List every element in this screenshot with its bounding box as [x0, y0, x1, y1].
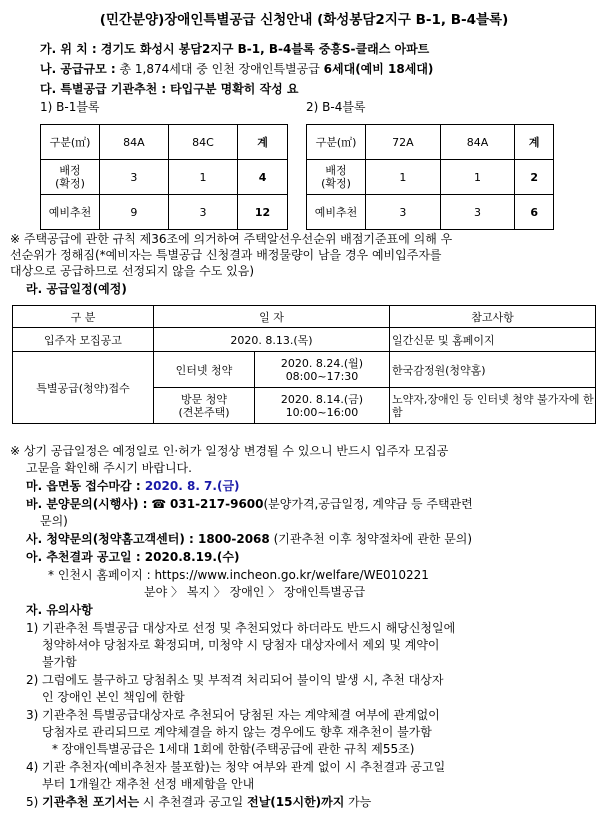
table-cell: 3 — [168, 195, 237, 230]
schedule-header-date: 일 자 — [154, 306, 390, 328]
notice-4-line1: 4) 기관 추천자(예비추천자 불포함)는 청약 여부와 관계 없이 시 추천결과 공고일 — [26, 760, 446, 774]
na-value-bold: 6세대(예비 18세대) — [323, 62, 434, 76]
time-line: 10:00~16:00 — [285, 405, 359, 419]
table-b4 — [306, 124, 554, 230]
table-header-cell: 구분(㎡) — [307, 125, 366, 160]
ma-label: 마. 읍면동 접수마감 : — [26, 479, 141, 493]
note1-line1: ※ 주택공급에 관한 규칙 제36조에 의거하여 주택알선우선순위 배점기준표에 의해 우 — [10, 232, 453, 246]
schedule-row-name: 입주자 모집공고 — [13, 328, 154, 352]
schedule-header-category: 구 분 — [13, 306, 154, 328]
note2-line2: 고문을 확인해 주시기 바랍니다. — [26, 461, 192, 475]
na-label: 나. 공급규모 : — [40, 62, 116, 76]
table-cell: 3 — [366, 195, 441, 230]
notice-3-line2: 당첨자로 관리되므로 계약체결을 하지 않는 경우에도 향후 재추천이 불가함 — [42, 725, 432, 739]
schedule-date-internet — [255, 352, 390, 388]
table-row-label: 예비추천 — [41, 195, 100, 230]
notice-5-num: 5) — [26, 795, 39, 809]
section-ba — [26, 497, 473, 512]
ma-value: 2020. 8. 7.(금) — [144, 479, 240, 493]
ba-rest: (분양가격,공급일정, 계약금 등 주택관련 — [263, 497, 473, 511]
schedule-note-visit: 노약자,장애인 등 인터넷 청약 불가자에 한함 — [390, 388, 596, 424]
ba-phone: 031-217-9600 — [170, 497, 264, 511]
section-a: 아. 추천결과 공고일 : 2020.8.19.(수) — [26, 550, 240, 564]
phone-icon: ☎ — [151, 497, 167, 511]
schedule-row-date: 2020. 8.13.(목) — [154, 328, 390, 352]
schedule-type-internet: 인터넷 청약 — [154, 352, 255, 388]
page-title: (민간분양)장애인특별공급 신청안내 (화성봉담2지구 B-1, B-4블록) — [99, 12, 509, 28]
schedule-row-note: 일간신문 및 홈페이지 — [390, 328, 596, 352]
table-cell: 9 — [100, 195, 169, 230]
notice-1-line3: 불가함 — [42, 655, 77, 669]
section-sa — [26, 532, 472, 547]
date-line: 2020. 8.24.(월) — [280, 356, 364, 370]
schedule-row-name: 특별공급(청약)접수 — [13, 352, 154, 424]
note1-line3: 대상으로 공급하므로 선정되지 않을 수도 있음) — [10, 264, 255, 278]
table-header-cell: 계 — [238, 125, 288, 160]
ba-rest2: 문의) — [40, 514, 68, 528]
section-ga — [40, 42, 429, 57]
note1-line2: 선순위가 정해짐(*예비자는 특별공급 신청결과 배정물량이 남을 경우 예비입주자를 — [10, 248, 442, 262]
notice-3-line1: 3) 기관추천 특별공급대상자로 추천되어 당첨된 자는 계약체결 여부에 관계없이 — [26, 708, 440, 722]
incheon-path: 분야 〉 복지 〉 장애인 〉 장애인특별공급 — [144, 585, 366, 599]
notice-4-line2: 부터 1개월간 재추천 선정 배제함을 안내 — [42, 777, 255, 791]
time-line: 08:00~17:30 — [285, 369, 359, 383]
ba-label: 바. 분양문의(시행사) : — [26, 497, 148, 511]
notice-1-line1: 1) 기관추천 특별공급 대상자로 선정 및 추천되었다 하더라도 반드시 해당신청일에 — [26, 621, 456, 635]
table-header-cell: 구분(㎡) — [41, 125, 100, 160]
table-cell: 1 — [168, 160, 237, 195]
schedule-type-visit — [154, 388, 255, 424]
incheon-url: * 인천시 홈페이지 : https://www.incheon.go.kr/welfare/WE010221 — [48, 568, 429, 582]
table-cell: 3 — [100, 160, 169, 195]
table-header-cell: 84C — [168, 125, 237, 160]
table-row-label: 배정 (확정) — [41, 160, 100, 195]
table-cell: 1 — [440, 160, 515, 195]
table-header-cell: 계 — [515, 125, 554, 160]
sa-label: 사. 청약문의(청약홈고객센터) : 1800-2068 — [26, 532, 270, 546]
type-line: 방문 청약 — [180, 392, 227, 406]
schedule-header-note: 참고사항 — [390, 306, 596, 328]
table2-label: 2) B-4블록 — [306, 100, 366, 114]
table-cell: 12 — [238, 195, 288, 230]
notice-2-line1: 2) 그럼에도 불구하고 당첨취소 및 부적격 처리되어 불이익 발생 시, 추천 대상자 — [26, 673, 444, 687]
section-ma — [26, 479, 240, 494]
section-da — [40, 82, 299, 97]
table-cell: 1 — [366, 160, 441, 195]
section-ra: 라. 공급일정(예정) — [26, 282, 127, 296]
notice-5-mid: 시 추천결과 공고일 — [142, 795, 244, 809]
notice-5-post: 가능 — [348, 795, 372, 809]
type-line: (견본주택) — [178, 405, 230, 419]
na-value: 총 1,874세대 중 인천 장애인특별공급 — [119, 62, 320, 76]
schedule-note-internet: 한국감정원(청약홈) — [390, 352, 596, 388]
table-header-cell: 72A — [366, 125, 441, 160]
da-label: 다. 특별공급 기관추천 : — [40, 82, 167, 96]
section-ja: 자. 유의사항 — [26, 603, 93, 617]
table-cell: 3 — [440, 195, 515, 230]
da-value: 타입구분 명확히 작성 요 — [170, 82, 299, 96]
notice-2-line2: 인 장애인 본인 책임에 한함 — [42, 690, 185, 704]
table-cell: 2 — [515, 160, 554, 195]
notice-5-bold: 기관추천 포기서는 — [42, 795, 140, 809]
table-header-cell: 84A — [100, 125, 169, 160]
table-row-label: 예비추천 — [307, 195, 366, 230]
note2-line1: ※ 상기 공급일정은 예정일로 인·허가 일정상 변경될 수 있으니 반드시 입주자 모집공 — [10, 444, 449, 458]
section-na — [40, 62, 433, 77]
notice-5 — [26, 795, 371, 810]
schedule-date-visit — [255, 388, 390, 424]
table-cell: 6 — [515, 195, 554, 230]
table-header-cell: 84A — [440, 125, 515, 160]
table-cell: 4 — [238, 160, 288, 195]
ga-label: 가. 위 치 : — [40, 42, 97, 56]
notice-1-line2: 청약하셔야 당첨자로 확정되며, 미청약 시 당첨자 대상자에서 제외 및 계약이 — [42, 638, 440, 652]
notice-5-deadline: 전날(15시한)까지 — [247, 795, 345, 809]
table1-label: 1) B-1블록 — [40, 100, 100, 114]
ga-value: 경기도 화성시 봉담2지구 B-1, B-4블록 중흥S-클래스 아파트 — [100, 42, 430, 56]
notice-3-line3: * 장애인특별공급은 1세대 1회에 한함(주택공급에 관한 규칙 제55조) — [52, 742, 415, 756]
table-b1 — [40, 124, 288, 230]
table-row-label: 배정 (확정) — [307, 160, 366, 195]
sa-rest: (기관추천 이후 청약절차에 관한 문의) — [273, 532, 473, 546]
date-line: 2020. 8.14.(금) — [280, 392, 364, 406]
schedule-table — [12, 305, 596, 424]
